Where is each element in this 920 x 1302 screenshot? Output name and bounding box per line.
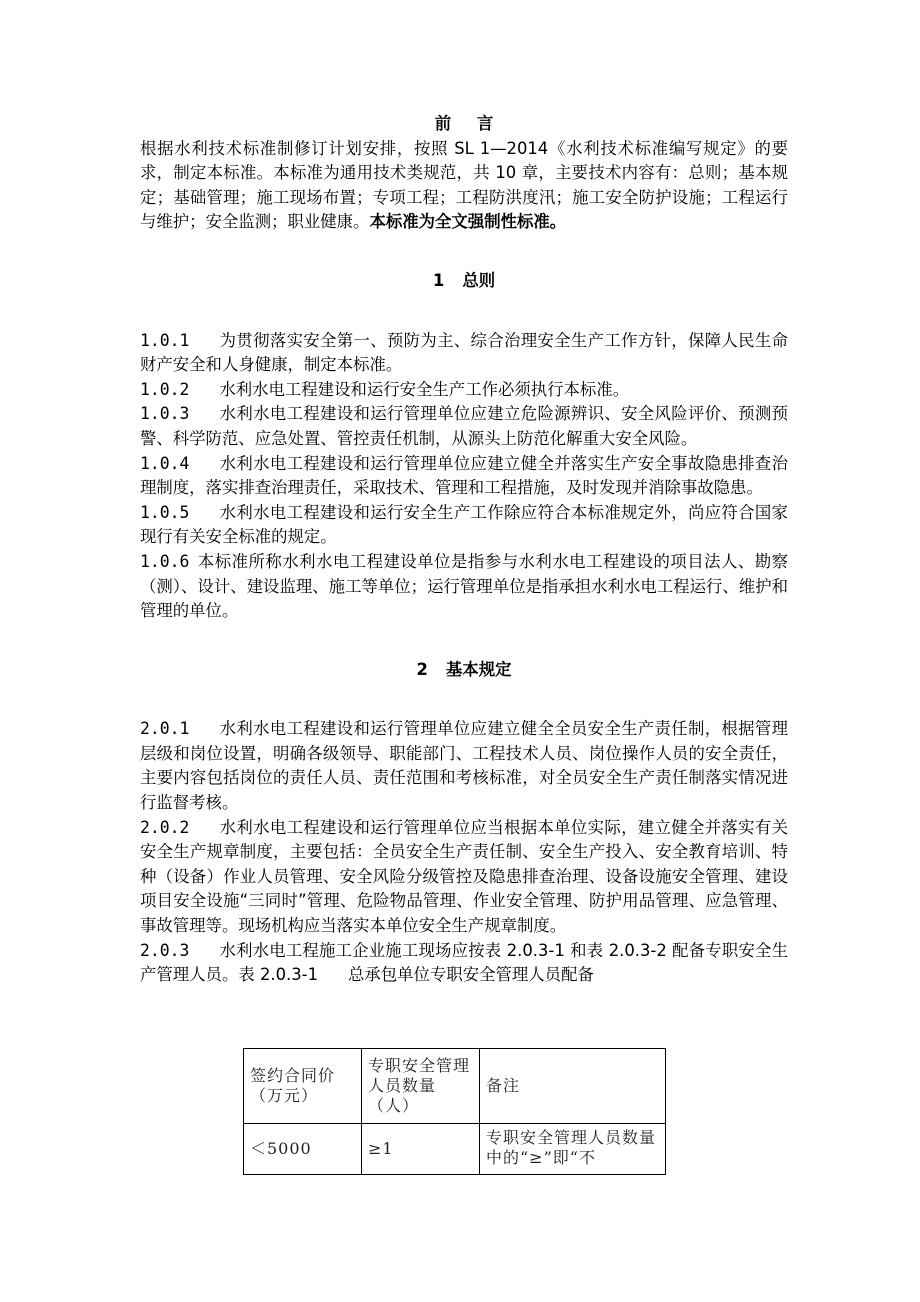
clause-number: 1.0.6 — [140, 551, 190, 571]
clause-2-0-1 — [140, 717, 788, 815]
preface-title: 前 言 — [434, 114, 504, 133]
clause-number: 1.0.5 — [140, 502, 190, 522]
clause-number: 1.0.3 — [140, 404, 190, 424]
clause-text: 水利水电工程建设和运行管理单位应当根据本单位实际，建立健全并落实有关安全生产规章制度，主要包括：全员安全生产责任制、安全生产投入、安全教育培训、特种（设备）作业人员管理、安全风险分级管控及隐患排查治理、设备设施安全管理、建设项目安全设施“三同时”管理、危险物品管理、作业安全管理、防护用品管理、应急管理、事故管理等。现场机构应当落实本单位安全生产规章制度。 — [140, 817, 788, 936]
preface-text: 根据水利技术标准制修订计划安排，按照 SL 1—2014《水利技术标准编写规定》的要求，制定本标准。本标准为通用技术类规范，共 10 章，主要技术内容有：总则；基本规定；基础管理；施工现场布置；专项工程；工程防洪度汛；施工安全防护设施；工程运行与维护；安全监测；职业健康。 — [140, 138, 788, 232]
clause-2-0-2 — [140, 816, 788, 939]
cell-contract-price: ＜5000 — [244, 1124, 362, 1175]
cell-staff-count: ≥1 — [362, 1124, 480, 1175]
clause-1-0-5 — [140, 501, 788, 550]
header-contract-price: 签约合同价（万元） — [244, 1049, 362, 1124]
clause-text: 水利水电工程建设和运行管理单位应建立健全并落实生产安全事故隐患排查治理制度，落实排查治理责任，采取技术、管理和工程措施，及时发现并消除事故隐患。 — [140, 453, 788, 498]
clause-1-0-1 — [140, 329, 788, 378]
clause-number: 1.0.2 — [140, 379, 190, 399]
clause-text: 水利水电工程建设和运行管理单位应建立危险源辨识、安全风险评价、预测预警、科学防范、应急处置、管控责任机制，从源头上防范化解重大安全风险。 — [140, 404, 788, 448]
clause-text: 水利水电工程施工企业施工现场应按表 2.0.3-1 和表 2.0.3-2 配备专职安全生产管理人员。表 2.0.3-1 — [140, 940, 788, 985]
table-row — [244, 1124, 666, 1175]
clause-text: 水利水电工程建设和运行安全生产工作除应符合本标准规定外，尚应符合国家现行有关安全标准的规定。 — [140, 502, 788, 547]
clause-1-0-2 — [140, 378, 788, 403]
clause-number: 2.0.3 — [140, 940, 190, 960]
preface-bold-text: 本标准为全文强制性标准。 — [369, 212, 567, 232]
clause-text: 为贯彻落实安全第一、预防为主、综合治理安全生产工作方针，保障人民生命财产安全和人身健康，制定本标准。 — [140, 330, 788, 375]
staff-table-wrapper — [243, 1048, 666, 1175]
chapter-number: 2 — [416, 659, 428, 679]
chapter-title: 基本规定 — [445, 659, 512, 679]
clause-text: 水利水电工程建设和运行管理单位应建立健全全员安全生产责任制，根据管理层级和岗位设置，明确各级领导、职能部门、工程技术人员、岗位操作人员的安全责任，主要内容包括岗位的责任人员、责任范围和考核标准，对全员安全生产责任制落实情况进行监督考核。 — [140, 719, 788, 813]
clause-text: 水利水电工程建设和运行安全生产工作必须执行本标准。 — [219, 379, 630, 399]
clause-1-0-4 — [140, 452, 788, 501]
staff-allocation-table — [243, 1048, 666, 1175]
header-remarks: 备注 — [480, 1049, 666, 1124]
chapter-number: 1 — [432, 270, 445, 290]
preface-paragraph — [140, 137, 788, 235]
clause-number: 1.0.4 — [140, 453, 190, 473]
chapter-1-heading — [140, 269, 788, 294]
clause-1-0-6 — [140, 550, 788, 624]
clause-number: 1.0.1 — [140, 330, 190, 350]
clause-text: 本标准所称水利水电工程建设单位是指参与水利水电工程建设的项目法人、勘察（测）、设计、建设监理、施工等单位；运行管理单位是指承担水利水电工程运行、维护和管理的单位。 — [140, 551, 788, 621]
header-staff-count: 专职安全管理人员数量（人） — [362, 1049, 480, 1124]
chapter-2-heading — [140, 658, 788, 683]
clause-2-0-3 — [140, 939, 788, 988]
clause-1-0-3 — [140, 402, 788, 451]
clause-number: 2.0.2 — [140, 817, 190, 837]
table-header-row — [244, 1049, 666, 1124]
clause-number: 2.0.1 — [140, 719, 190, 739]
table-caption: 总承包单位专职安全管理人员配备 — [348, 965, 594, 985]
cell-remarks-text: 专职安全管理人员数量中的“≥”即“不 — [486, 1128, 657, 1167]
cell-remarks — [480, 1124, 666, 1175]
document-body — [140, 112, 788, 988]
chapter-title: 总则 — [462, 270, 496, 290]
